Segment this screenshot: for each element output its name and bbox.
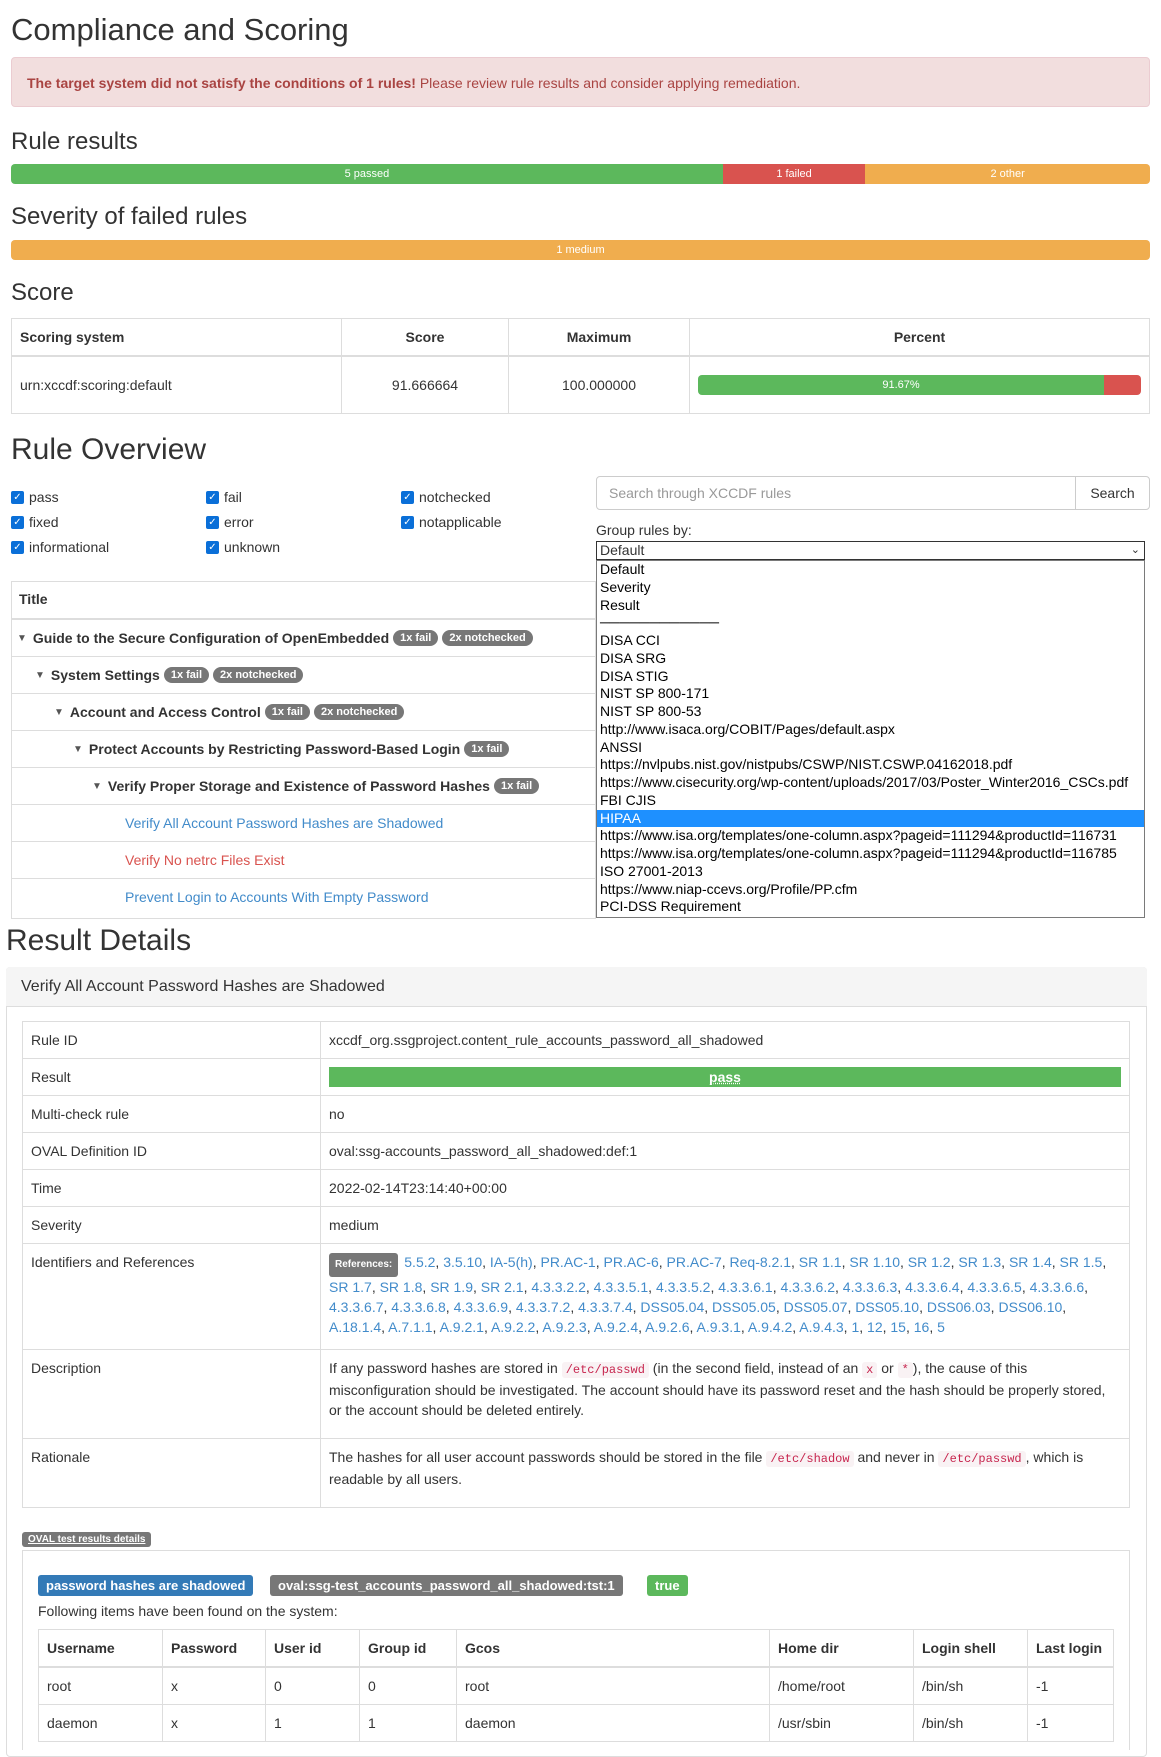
checkbox-icon[interactable]: ✓	[206, 491, 219, 504]
reference-link[interactable]: 4.3.3.5.1	[593, 1279, 649, 1295]
score-maximum: 100.000000	[509, 356, 690, 414]
group-by-option[interactable]: Default	[600, 561, 645, 577]
table-cell: /bin/sh	[914, 1705, 1028, 1742]
chevron-down-icon[interactable]: ⌄	[1130, 544, 1140, 556]
filter-fail[interactable]: ✓ fail	[206, 489, 242, 505]
notchecked-badge: 2x notchecked	[213, 667, 303, 683]
checkbox-icon[interactable]: ✓	[11, 491, 24, 504]
oval-header: Login shell	[914, 1630, 1028, 1668]
group-by-option[interactable]: NIST SP 800-53	[600, 703, 702, 719]
collapse-triangle-icon[interactable]: ▼	[17, 632, 27, 644]
passed-segment: 5 passed	[11, 164, 723, 184]
oval-header: Password	[163, 1630, 266, 1668]
filter-unknown[interactable]: ✓ unknown	[206, 539, 280, 555]
reference-link[interactable]: A.9.2.1	[439, 1319, 484, 1335]
score-header-score: Score	[342, 319, 509, 357]
time-label: Time	[23, 1170, 321, 1207]
score-percent-cell	[690, 356, 1150, 414]
reference-link[interactable]: DSS05.04	[640, 1299, 705, 1315]
score-percent-fill: 91.67%	[698, 375, 1104, 395]
result-panel-title: Verify All Account Password Hashes are Shadowed	[6, 967, 1147, 1007]
rule-tree-header-title: Title	[19, 591, 48, 607]
reference-link[interactable]: A.9.2.2	[490, 1319, 536, 1335]
score-value: 91.666664	[342, 356, 509, 414]
failed-segment: 1 failed	[723, 164, 865, 184]
filter-informational[interactable]: ✓ informational	[11, 539, 109, 555]
oval-found-text: Following items have been found on the system:	[38, 1603, 338, 1619]
description-label: Description	[23, 1350, 321, 1439]
rule-overview-title: Rule Overview	[11, 433, 207, 466]
reference-link[interactable]: Req-8.2.1	[729, 1254, 792, 1270]
group-by-option[interactable]: Severity	[600, 578, 651, 595]
group-by-option[interactable]: https://www.niap-ccevs.org/Profile/PP.cfm	[600, 880, 858, 897]
group-by-option[interactable]: DISA CCI	[600, 632, 660, 648]
checkbox-icon[interactable]: ✓	[11, 516, 24, 529]
reference-link[interactable]: 15	[890, 1319, 906, 1335]
table-cell: daemon	[39, 1705, 163, 1742]
reference-link[interactable]: DSS05.07	[783, 1299, 848, 1315]
reference-link[interactable]: 1	[851, 1319, 860, 1335]
reference-link[interactable]: SR 1.10	[849, 1254, 900, 1270]
reference-link[interactable]: SR 1.5	[1059, 1254, 1103, 1270]
table-cell: 0	[360, 1667, 457, 1705]
rationale-label: Rationale	[23, 1439, 321, 1508]
filter-error[interactable]: ✓ error	[206, 514, 254, 530]
table-cell: /usr/sbin	[770, 1705, 914, 1742]
filter-notchecked[interactable]: ✓ notchecked	[401, 489, 491, 505]
table-row	[39, 1667, 1114, 1705]
table-cell: 1	[266, 1705, 360, 1742]
reference-link[interactable]: A.7.1.1	[388, 1319, 433, 1335]
table-cell: daemon	[457, 1705, 770, 1742]
group-by-label: Group rules by:	[596, 522, 692, 538]
references-label: References:	[329, 1253, 398, 1277]
score-percent-bar	[698, 375, 1141, 395]
group-by-option[interactable]: NIST SP 800-171	[600, 685, 710, 702]
group-by-option[interactable]: FBI CJIS	[600, 791, 657, 808]
table-cell: /bin/sh	[914, 1667, 1028, 1705]
rule-link[interactable]: Prevent Login to Accounts With Empty Password	[125, 889, 429, 905]
checkbox-icon[interactable]: ✓	[11, 541, 24, 554]
rule-link[interactable]: Verify No netrc Files Exist	[125, 852, 285, 868]
reference-link[interactable]: 4.3.3.6.3	[842, 1279, 898, 1295]
group-by-option[interactable]: DISA STIG	[600, 667, 669, 684]
rule-row-pass[interactable]	[11, 804, 596, 841]
result-label: Result	[23, 1059, 321, 1096]
table-row	[39, 1705, 1114, 1742]
group-by-option[interactable]: ISO 27001-2013	[600, 862, 703, 879]
refs-label: Identifiers and References	[23, 1244, 321, 1350]
oval-test-name-label: password hashes are shadowed	[38, 1575, 253, 1596]
group-by-option[interactable]: http://www.isaca.org/COBIT/Pages/default.aspx	[600, 720, 895, 737]
score-header-maximum: Maximum	[509, 319, 690, 357]
group-by-option[interactable]: ────────────	[600, 614, 720, 631]
rule-row-pass[interactable]	[11, 878, 596, 915]
table-cell: -1	[1028, 1667, 1114, 1705]
reference-link[interactable]: 4.3.3.6.6	[1029, 1279, 1085, 1295]
table-cell: x	[163, 1705, 266, 1742]
table-cell: 0	[266, 1667, 360, 1705]
oval-def-label: OVAL Definition ID	[23, 1133, 321, 1170]
multi-check-label: Multi-check rule	[23, 1096, 321, 1133]
rule-results-bar	[11, 164, 1150, 184]
oval-items-table	[38, 1629, 1114, 1742]
reference-link[interactable]: 4.3.3.6.5	[967, 1279, 1022, 1295]
group-by-option[interactable]: PCI-DSS Requirement	[600, 898, 741, 915]
reference-link[interactable]: A.9.4.2	[747, 1319, 793, 1335]
reference-link[interactable]: 4.3.3.6.7	[329, 1299, 384, 1315]
rule-id-label: Rule ID	[23, 1022, 321, 1059]
checkbox-icon[interactable]: ✓	[206, 541, 219, 554]
oval-header: Home dir	[770, 1630, 914, 1668]
multi-check-value: no	[321, 1096, 1130, 1133]
reference-link[interactable]: SR 1.7	[329, 1279, 372, 1295]
table-cell: /home/root	[770, 1667, 914, 1705]
reference-link[interactable]: 4.3.3.6.9	[453, 1299, 509, 1315]
tree-group-row[interactable]: ▼ Protect Accounts by Restricting Password-Based Login 1x fail	[11, 730, 596, 767]
group-by-option[interactable]: https://nvlpubs.nist.gov/nistpubs/CSWP/NIST.CSWP.04162018.pdf	[600, 756, 1013, 773]
reference-link[interactable]: 4.3.3.6.2	[780, 1279, 835, 1295]
reference-link[interactable]: A.9.2.3	[542, 1319, 587, 1335]
oval-header: Group id	[360, 1630, 457, 1668]
rule-results-title: Rule results	[11, 128, 138, 155]
search-button[interactable]: Search	[1075, 476, 1150, 510]
notchecked-badge: 2x notchecked	[442, 630, 532, 646]
reference-link[interactable]: DSS05.10	[855, 1299, 920, 1315]
reference-link[interactable]: 4.3.3.6.8	[391, 1299, 446, 1315]
filter-notapplicable[interactable]: ✓ notapplicable	[401, 514, 502, 530]
oval-details-toggle[interactable]: OVAL test results details	[22, 1532, 151, 1547]
oval-header: Username	[39, 1630, 163, 1668]
oval-header: Gcos	[457, 1630, 770, 1668]
result-value-cell	[321, 1059, 1130, 1096]
severity-label: Severity	[23, 1207, 321, 1244]
tree-group-row[interactable]: ▼ Verify Proper Storage and Existence of Password Hashes 1x fail	[11, 767, 596, 804]
reference-link[interactable]: PR.AC-1	[540, 1254, 596, 1270]
reference-link[interactable]: 4.3.3.5.2	[655, 1279, 711, 1295]
reference-link[interactable]: SR 1.3	[958, 1254, 1002, 1270]
reference-link[interactable]: 4.3.3.7.2	[515, 1299, 571, 1315]
reference-link[interactable]: A.9.2.6	[645, 1319, 690, 1335]
reference-link[interactable]: A.9.3.1	[696, 1319, 741, 1335]
time-value: 2022-02-14T23:14:40+00:00	[321, 1170, 1130, 1207]
collapse-triangle-icon[interactable]: ▼	[54, 706, 64, 718]
fail-badge: 1x fail	[494, 778, 539, 794]
filter-pass[interactable]: ✓ pass	[11, 489, 59, 505]
table-cell: 1	[360, 1705, 457, 1742]
fail-badge: 1x fail	[393, 630, 438, 646]
reference-link[interactable]: 5	[937, 1319, 945, 1335]
oval-def-value: oval:ssg-accounts_password_all_shadowed:def:1	[321, 1133, 1130, 1170]
rule-row-fail[interactable]	[11, 841, 596, 878]
oval-header: Last login	[1028, 1630, 1114, 1668]
tree-group-row[interactable]: ▼ Guide to the Secure Configuration of OpenEmbedded 1x fail 2x notchecked	[11, 619, 596, 656]
reference-link[interactable]: 3.5.10	[443, 1254, 483, 1270]
reference-link[interactable]: DSS05.05	[712, 1299, 776, 1315]
refs-value: References: 5.5.2, 3.5.10, IA-5(h), PR.AC-1, PR.AC-6, PR.AC-7, Req-8.2.1, SR 1.1, SR 1.10, SR 1.2, SR 1.3, SR 1.4, SR 1.5, SR 1.7, SR 1.8, SR 1.9, SR 2.1, 4.3.3.2.2, 4.3.3.5.1, 4.3.3.5.2, 4.3.3.6.1, 4.3.3.6.2, 4.3.3.6.3, 4.3.3.6.4, 4.3.3.6.5, 4.3.3.6.6, 4.3.3.6.7, 4.3.3.6.8, 4.3.3.6.9, 4.3.3.7.2, 4.3.3.7.4, DSS05.04, DSS05.05, DSS05.07, DSS05.10, DSS06.03, DSS06.10, A.18.1.4, A.7.1.1, A.9.2.1, A.9.2.2, A.9.2.3, A.9.2.4, A.9.2.6, A.9.3.1, A.9.4.2, A.9.4.3, 1, 12, 15, 16, 5	[321, 1244, 1130, 1350]
fail-badge: 1x fail	[464, 741, 509, 757]
group-by-option[interactable]: https://www.cisecurity.org/wp-content/uploads/2017/03/Poster_Winter2016_CSCs.pdf	[600, 774, 1129, 790]
checkbox-icon[interactable]: ✓	[206, 516, 219, 529]
notchecked-badge: 2x notchecked	[314, 704, 404, 720]
reference-link[interactable]: IA-5(h)	[489, 1254, 533, 1270]
reference-link[interactable]: 4.3.3.7.4	[578, 1299, 633, 1315]
table-cell: root	[457, 1667, 770, 1705]
score-title: Score	[11, 279, 74, 306]
reference-link[interactable]: SR 2.1	[480, 1279, 524, 1295]
collapse-triangle-icon[interactable]: ▼	[73, 743, 83, 755]
checkbox-icon[interactable]: ✓	[401, 516, 414, 529]
reference-link[interactable]: A.18.1.4	[329, 1319, 382, 1335]
group-by-option[interactable]: https://www.isa.org/templates/one-column.aspx?pageid=111294&productId=116731	[600, 827, 1117, 844]
group-by-select[interactable]: Default ⌄	[596, 541, 1145, 560]
group-by-option[interactable]: ANSSI	[600, 738, 643, 755]
oval-test-id-label: oval:ssg-test_accounts_password_all_shadowed:tst:1	[270, 1575, 623, 1596]
reference-link[interactable]: 4.3.3.6.1	[718, 1279, 773, 1295]
score-header-system: Scoring system	[12, 319, 342, 357]
severity-bar	[11, 240, 1150, 260]
group-by-options[interactable]	[596, 560, 1145, 918]
collapse-triangle-icon[interactable]: ▼	[92, 780, 102, 792]
group-by-option[interactable]: https://www.isa.org/templates/one-column.aspx?pageid=111294&productId=116785	[600, 845, 1117, 861]
reference-link[interactable]: DSS06.10	[998, 1299, 1063, 1315]
filter-fixed[interactable]: ✓ fixed	[11, 514, 59, 530]
rationale-value: The hashes for all user account passwords should be stored in the file /etc/shadow and never in /etc/passwd , which is readable by all users.	[321, 1439, 1130, 1508]
oval-test-result-label: true	[647, 1575, 688, 1596]
reference-link[interactable]: 4.3.3.6.4	[905, 1279, 960, 1295]
oval-header: User id	[266, 1630, 360, 1668]
rule-details-table	[22, 1021, 1130, 1508]
search-input[interactable]: Search through XCCDF rules	[596, 476, 1076, 510]
reference-link[interactable]: 4.3.3.2.2	[531, 1279, 586, 1295]
severity-value: medium	[321, 1207, 1130, 1244]
score-percent-remainder	[1104, 375, 1141, 395]
reference-link[interactable]: PR.AC-6	[603, 1254, 659, 1270]
reference-link[interactable]: SR 1.4	[1008, 1254, 1052, 1270]
collapse-triangle-icon[interactable]: ▼	[35, 669, 45, 681]
group-by-option[interactable]: Result	[600, 596, 640, 613]
fail-alert	[11, 57, 1150, 107]
severity-title: Severity of failed rules	[11, 203, 248, 230]
alert-strong: The target system did not satisfy the conditions of 1 rules!	[27, 75, 416, 91]
tree-group-row[interactable]: ▼ Account and Access Control 1x fail 2x notchecked	[11, 693, 596, 730]
score-system: urn:xccdf:scoring:default	[12, 356, 342, 414]
fail-badge: 1x fail	[265, 704, 310, 720]
group-by-option[interactable]: DISA SRG	[600, 649, 667, 666]
medium-segment: 1 medium	[11, 240, 1150, 260]
reference-link[interactable]: 16	[913, 1319, 930, 1335]
reference-link[interactable]: SR 1.9	[430, 1279, 473, 1295]
reference-link[interactable]: A.9.4.3	[799, 1319, 844, 1335]
group-by-option[interactable]: HIPAA	[597, 810, 1144, 828]
reference-link[interactable]: DSS06.03	[926, 1299, 991, 1315]
table-cell: x	[163, 1667, 266, 1705]
reference-link[interactable]: SR 1.8	[379, 1279, 423, 1295]
table-cell: root	[39, 1667, 163, 1705]
reference-link[interactable]: 12	[867, 1319, 883, 1335]
table-cell: -1	[1028, 1705, 1114, 1742]
result-details-title: Result Details	[6, 924, 192, 957]
rule-link[interactable]: Verify All Account Password Hashes are Shadowed	[125, 815, 444, 831]
reference-link[interactable]: 5.5.2	[404, 1254, 436, 1270]
reference-link[interactable]: A.9.2.4	[593, 1319, 639, 1335]
result-pass-bar: pass	[329, 1067, 1121, 1087]
reference-link[interactable]: SR 1.2	[907, 1254, 951, 1270]
score-header-percent: Percent	[690, 319, 1150, 357]
fail-badge: 1x fail	[164, 667, 209, 683]
reference-link[interactable]: PR.AC-7	[666, 1254, 722, 1270]
rule-id-value: xccdf_org.ssgproject.content_rule_accounts_password_all_shadowed	[321, 1022, 1130, 1059]
checkbox-icon[interactable]: ✓	[401, 491, 414, 504]
score-table	[11, 318, 1150, 414]
tree-group-row[interactable]: ▼ System Settings 1x fail 2x notchecked	[11, 656, 596, 693]
description-value: If any password hashes are stored in /etc/passwd (in the second field, instead of an x or * ), the cause of this misconfiguration should be investigated. The account should have its password reset and the hash should be properly stored, or the account should be deleted entirely.	[321, 1350, 1130, 1439]
alert-text: Please review rule results and consider applying remediation.	[415, 75, 801, 91]
page-title: Compliance and Scoring	[11, 12, 349, 47]
other-segment: 2 other	[865, 164, 1150, 184]
reference-link[interactable]: SR 1.1	[798, 1254, 842, 1270]
